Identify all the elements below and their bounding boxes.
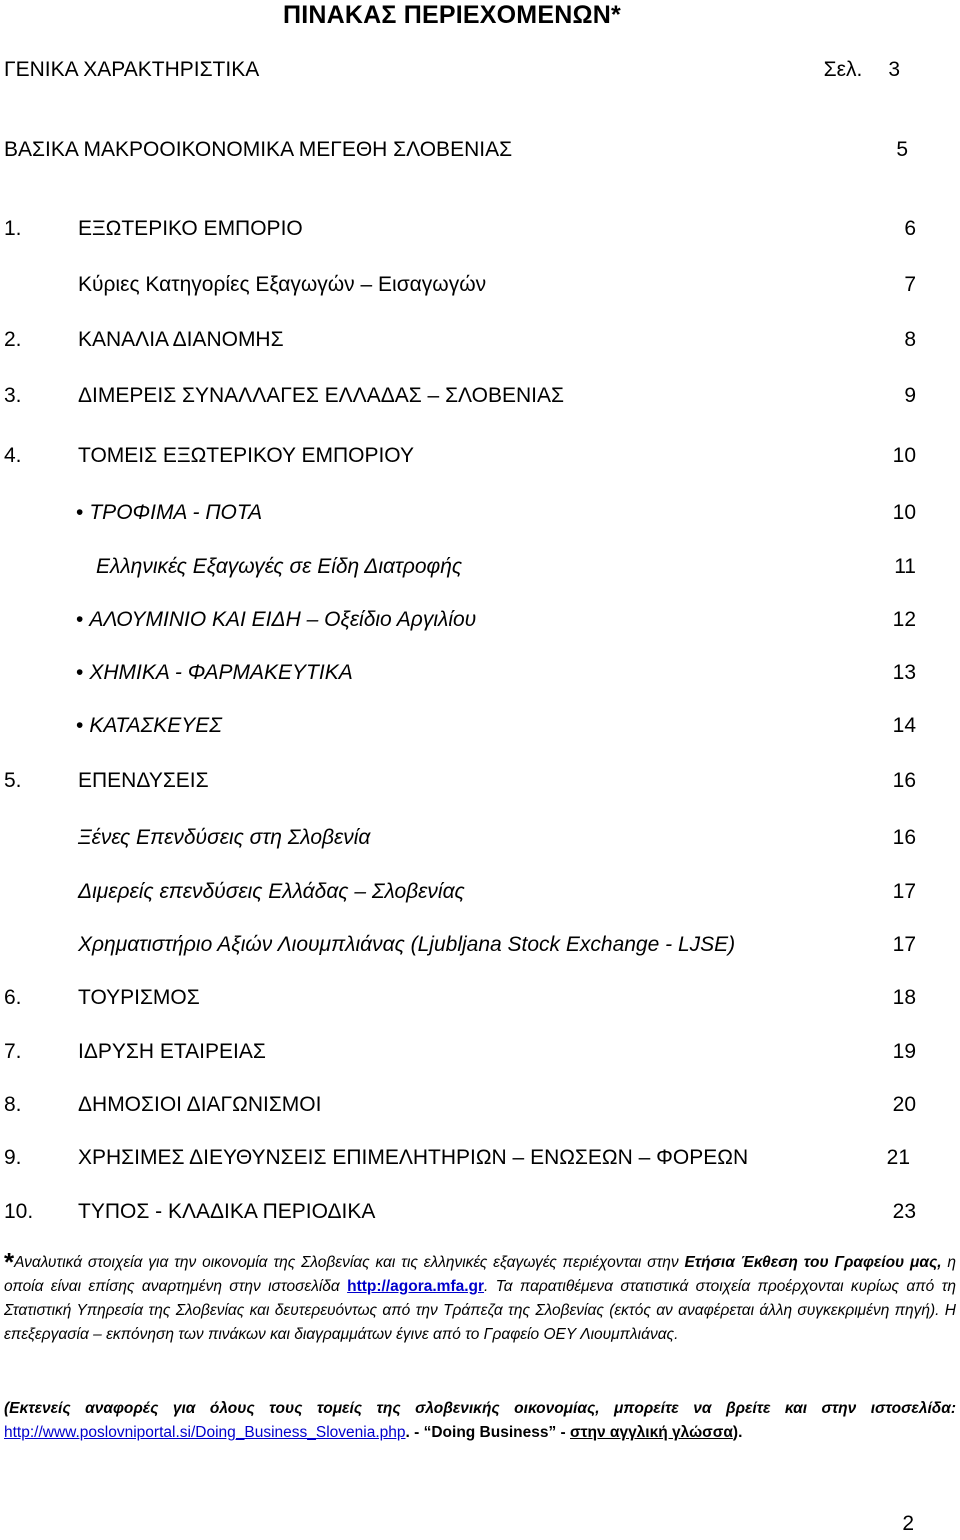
toc-page-number	[904, 325, 916, 355]
toc-row[interactable]	[0, 658, 960, 688]
page-title: ΠΙΝΑΚΑΣ ΠΕΡΙΕΧΟΜΕΝΩΝ*	[283, 1, 621, 29]
toc-row[interactable]	[0, 1197, 960, 1227]
toc-page-number	[893, 658, 916, 688]
page-value: 14	[892, 714, 916, 737]
bullet-icon: •	[76, 714, 84, 737]
footnote-text-2: η οποία είναι επίσης αναρτημένη στην ιστοσελίδα	[4, 1254, 956, 1295]
toc-page-number	[893, 1037, 916, 1067]
toc-label	[78, 270, 486, 300]
page-value: 11	[894, 555, 916, 578]
doing-business-link[interactable]: http://www.poslovniportal.si/Doing_Business_Slovenia.php	[4, 1424, 406, 1441]
agora-link[interactable]: http://agora.mfa.gr	[347, 1278, 485, 1295]
toc-label-text: ΚΑΝΑΛΙΑ ΔΙΑΝΟΜΗΣ	[78, 328, 284, 351]
toc-row[interactable]	[0, 270, 960, 300]
toc-page-number	[893, 930, 916, 960]
toc-row[interactable]	[0, 983, 960, 1013]
page-value: 16	[892, 826, 916, 849]
page-value: 10	[892, 444, 916, 467]
toc-label	[78, 441, 414, 471]
toc-label-text: ΔΙΜΕΡΕΙΣ ΣΥΝΑΛΛΑΓΕΣ ΕΛΛΑΔΑΣ – ΣΛΟΒΕΝΙΑΣ	[78, 384, 564, 407]
toc-label	[96, 552, 462, 582]
toc-row[interactable]	[0, 877, 960, 907]
toc-label-text: Χρηματιστήριο Αξιών Λιουμπλιάνας (Ljubljana Stock Exchange - LJSE)	[78, 933, 736, 956]
page-value: 20	[892, 1093, 916, 1116]
toc-row[interactable]	[0, 605, 960, 635]
toc-number: 8.	[4, 1093, 22, 1116]
toc-label-text: Διμερείς επενδύσεις Ελλάδας – Σλοβενίας	[78, 880, 465, 903]
toc-label	[78, 214, 303, 244]
toc-label	[4, 135, 512, 165]
toc-label	[76, 658, 353, 688]
toc-page-number	[893, 1197, 916, 1227]
english-language-link[interactable]: στην αγγλική γλώσσα	[570, 1424, 733, 1441]
toc-page-number	[887, 1143, 910, 1173]
toc-page-number	[893, 441, 916, 471]
toc-label-text: ΕΠΕΝΔΥΣΕΙΣ	[78, 769, 209, 792]
page-value: 9	[904, 384, 916, 407]
toc-label	[78, 1143, 748, 1173]
toc-number: 1.	[4, 217, 22, 240]
page-value: 18	[892, 986, 916, 1009]
toc-label-text: ΤΟΥΡΙΣΜΟΣ	[78, 986, 200, 1009]
page-value: 5	[896, 138, 908, 161]
toc-page-number	[893, 498, 916, 528]
toc-label-text: ΑΛΟΥΜΙΝΙΟ ΚΑΙ ΕΙΔΗ – Οξείδιο Αργιλίου	[89, 608, 477, 631]
toc-label-text: ΧΗΜΙΚΑ - ΦΑΡΜΑΚΕΥΤΙΚΑ	[89, 661, 353, 684]
toc-row[interactable]	[0, 552, 960, 582]
page-value: 23	[892, 1200, 916, 1223]
toc-label	[78, 930, 735, 960]
page-value: 7	[904, 273, 916, 296]
toc-label	[78, 1197, 375, 1227]
footnote-text-3: . Τα παρατιθέμενα στατιστικά στοιχεία προέρχονται κυρίως από τη Στατιστική Υπηρεσία της Σλοβενίας και δευτερευόντως από την Τράπεζα της Σλοβενίας (εκτός αν αναφέρεται άλλη συγκεκριμένη πηγή). Η επεξεργασία – εκπόνηση των πινάκων και διαγραμμάτων έγινε από το Γραφείο ΟΕΥ Λιουμπλιάνας.	[4, 1278, 956, 1343]
toc-label	[78, 1090, 321, 1120]
toc-row[interactable]	[0, 135, 960, 165]
toc-label-text: ΒΑΣΙΚΑ ΜΑΚΡΟΟΙΚΟΝΟΜΙΚΑ ΜΕΓΕΘΗ ΣΛΟΒΕΝΙΑΣ	[4, 138, 513, 161]
toc-row[interactable]	[0, 930, 960, 960]
toc-number: 10.	[4, 1200, 34, 1223]
references-text-3: ).	[732, 1424, 743, 1441]
footnote-star: *	[4, 1247, 15, 1277]
toc-label	[76, 711, 222, 741]
toc-row[interactable]	[0, 441, 960, 471]
bullet-icon: •	[76, 608, 84, 631]
toc-row[interactable]	[0, 214, 960, 244]
references-text-1: (Εκτενείς αναφορές για όλους τους τομείς της σλοβενικής οικονομίας, μπορείτε να βρείτε και στην ιστοσελίδα:	[4, 1400, 956, 1417]
toc-number: 5.	[4, 769, 22, 792]
page-value: 3	[888, 58, 900, 81]
bullet-icon: •	[76, 501, 84, 524]
page-value: 8	[904, 328, 916, 351]
toc-label-text: ΧΡΗΣΙΜΕΣ ΔΙΕΥΘΥΝΣΕΙΣ ΕΠΙΜΕΛΗΤΗΡΙΩΝ – ΕΝΩΣΕΩΝ – ΦΟΡΕΩΝ	[78, 1146, 749, 1169]
toc-page-number	[893, 1090, 916, 1120]
references-note	[4, 1397, 956, 1445]
page-value: 19	[892, 1040, 916, 1063]
toc-label-text: ΚΑΤΑΣΚΕΥΕΣ	[89, 714, 222, 737]
page-prefix: Σελ.	[823, 58, 863, 81]
toc-label	[78, 1037, 266, 1067]
page-value: 21	[886, 1146, 910, 1169]
toc-label-text: ΤΡΟΦΙΜΑ - ΠΟΤΑ	[89, 501, 263, 524]
toc-label	[78, 877, 465, 907]
toc-label	[4, 55, 259, 85]
toc-label	[76, 498, 262, 528]
toc-label	[78, 325, 284, 355]
toc-row[interactable]	[0, 381, 960, 411]
toc-label-text: ΙΔΡΥΣΗ ΕΤΑΙΡΕΙΑΣ	[78, 1040, 266, 1063]
toc-page-number	[893, 983, 916, 1013]
toc-label	[76, 605, 476, 635]
references-text-2: . - “Doing Business” -	[405, 1424, 570, 1441]
page-value: 16	[892, 769, 916, 792]
toc-page-number	[894, 552, 916, 582]
toc-row[interactable]	[0, 1143, 960, 1173]
toc-label-text: ΔΗΜΟΣΙΟΙ ΔΙΑΓΩΝΙΣΜΟΙ	[78, 1093, 322, 1116]
page-value: 10	[892, 501, 916, 524]
toc-row[interactable]	[0, 325, 960, 355]
page-value: 12	[892, 608, 916, 631]
toc-label-text: ΤΟΜΕΙΣ ΕΞΩΤΕΡΙΚΟΥ ΕΜΠΟΡΙΟΥ	[78, 444, 414, 467]
toc-label-text: ΤΥΠΟΣ - ΚΛΑΔΙΚΑ ΠΕΡΙΟΔΙΚΑ	[78, 1200, 376, 1223]
footnote-report-title: Ετήσια Έκθεση του Γραφείου μας,	[684, 1254, 942, 1271]
toc-page-number	[904, 270, 916, 300]
toc-number: 9.	[4, 1146, 22, 1169]
toc-number: 3.	[4, 384, 22, 407]
page-value: 17	[892, 933, 916, 956]
toc-number: 2.	[4, 328, 22, 351]
toc-row[interactable]	[0, 55, 960, 85]
footnote	[4, 1247, 956, 1347]
toc-row[interactable]	[0, 823, 960, 853]
toc-row[interactable]	[0, 498, 960, 528]
toc-page-number	[893, 766, 916, 796]
toc-label	[78, 983, 200, 1013]
toc-page-number	[893, 711, 916, 741]
toc-page-number	[904, 381, 916, 411]
toc-label	[78, 766, 209, 796]
toc-number: 6.	[4, 986, 22, 1009]
toc-page-number	[893, 823, 916, 853]
page-value: 17	[892, 880, 916, 903]
toc-number: 4.	[4, 444, 22, 467]
footnote-text-1: Αναλυτικά στοιχεία για την οικονομία της Σλοβενίας και τις ελληνικές εξαγωγές περιέχονται στην	[14, 1254, 685, 1271]
toc-page-number	[893, 605, 916, 635]
bullet-icon: •	[76, 661, 84, 684]
toc-row[interactable]	[0, 1037, 960, 1067]
toc-label-text: ΓΕΝΙΚΑ ΧΑΡΑΚΤΗΡΙΣΤΙΚΑ	[4, 58, 260, 81]
toc-row[interactable]	[0, 766, 960, 796]
toc-label	[78, 823, 370, 853]
toc-page-number	[904, 214, 916, 244]
toc-label-text: Κύριες Κατηγορίες Εξαγωγών – Εισαγωγών	[78, 273, 487, 296]
toc-page-number	[824, 55, 900, 85]
page-number: 2	[902, 1512, 914, 1535]
page-value: 13	[892, 661, 916, 684]
toc-number: 7.	[4, 1040, 22, 1063]
toc-row[interactable]	[0, 711, 960, 741]
toc-label-text: Ξένες Επενδύσεις στη Σλοβενία	[78, 826, 371, 849]
toc-row[interactable]	[0, 1090, 960, 1120]
toc-label-text: Ελληνικές Εξαγωγές σε Είδη Διατροφής	[96, 555, 463, 578]
toc-label-text: ΕΞΩΤΕΡΙΚΟ ΕΜΠΟΡΙΟ	[78, 217, 303, 240]
toc-label	[78, 381, 564, 411]
toc-page-number	[896, 135, 908, 165]
page-value: 6	[904, 217, 916, 240]
toc-page-number	[893, 877, 916, 907]
